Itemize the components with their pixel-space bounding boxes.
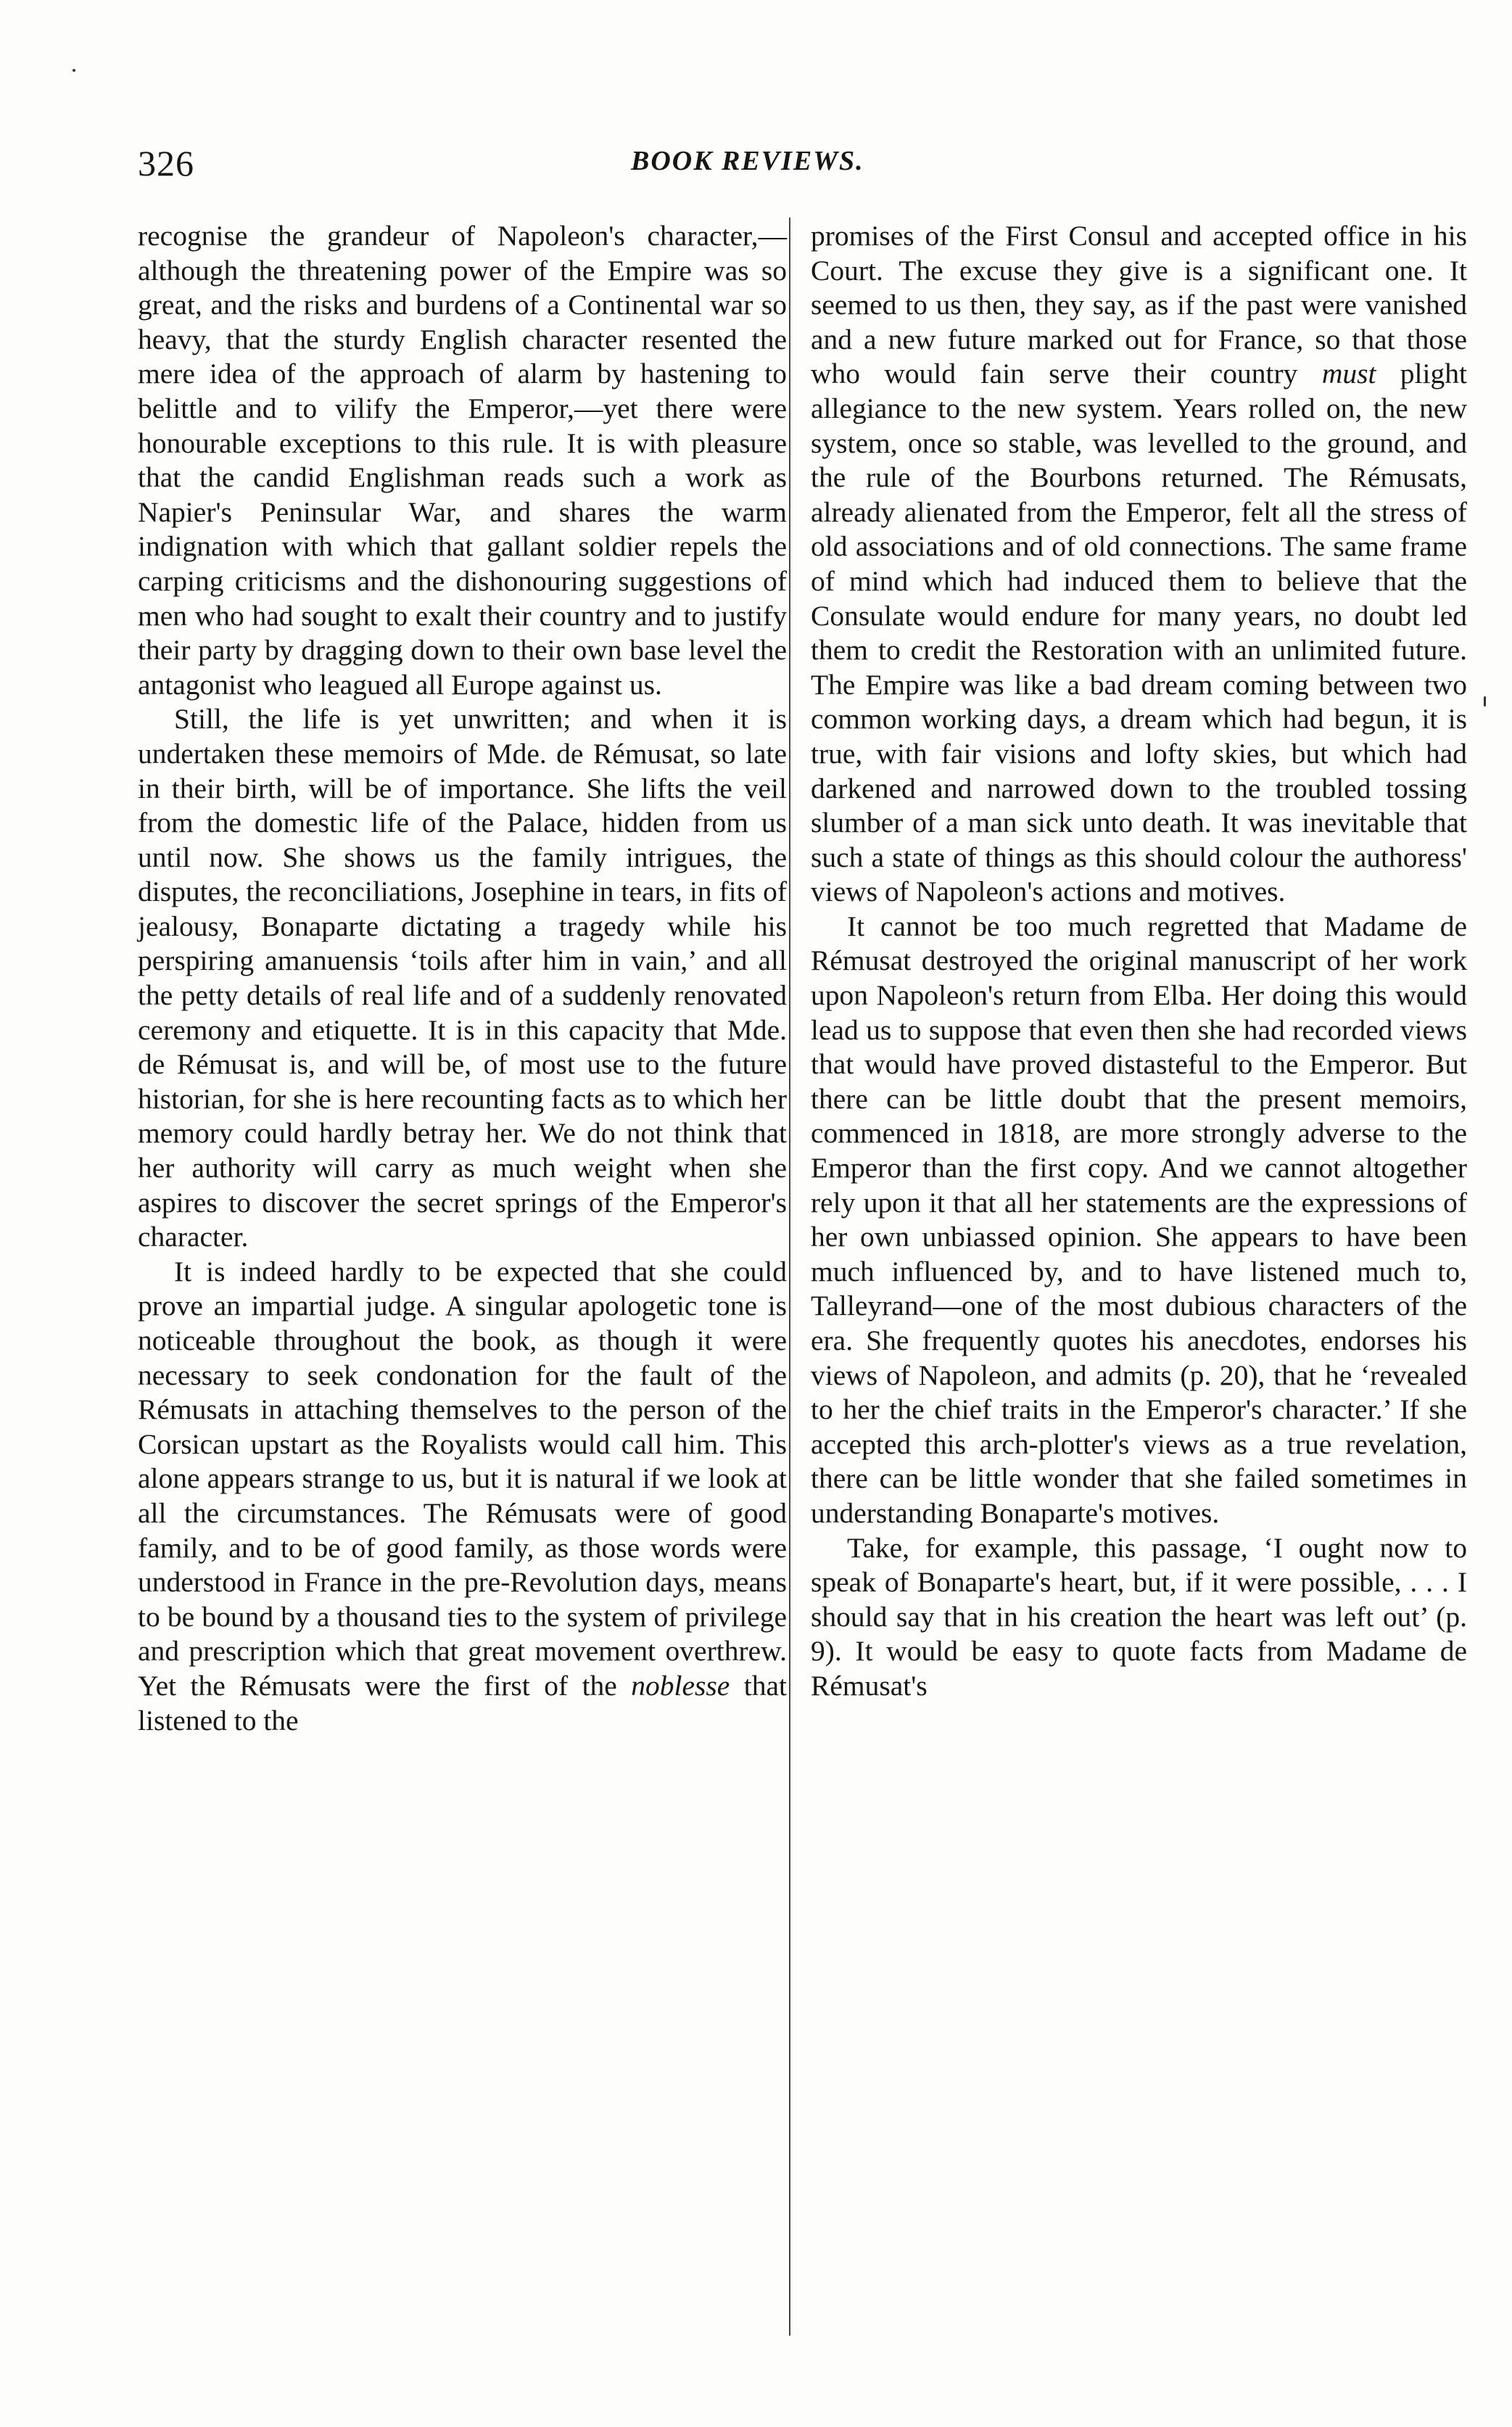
page-number: 326 bbox=[138, 143, 194, 184]
ink-speck bbox=[1484, 696, 1486, 706]
text-span: promises of the First Consul and accepted office in his Court. The excuse they give is a significant one. It seemed to us then, they say, as if the past were vanished and a new future marked out for France, so that those who would fain serve their country bbox=[811, 220, 1467, 390]
paragraph: recognise the grandeur of Napoleon's character,—although the threatening power of the Empire was so great, and the risks and burdens of a Continental war so heavy, that the sturdy English character resented the mere idea of the approach of alarm by hastening to belittle and to vilify the Emperor,—yet there were honourable exceptions to this rule. It is with pleasure that the candid Englishman reads such a work as Napier's Peninsular War, and shares the warm indignation with which that gallant soldier repels the carping criticisms and the dishonouring suggestions of men who had sought to exalt their country and to justify their party by dragging down to their own base level the antagonist who leagued all Europe against us. bbox=[138, 220, 787, 701]
italic-word: noblesse bbox=[631, 1669, 730, 1702]
paragraph bbox=[138, 1255, 787, 1738]
paragraph bbox=[811, 219, 1467, 910]
running-head: BOOK REVIEWS. bbox=[631, 146, 864, 176]
paragraph: It cannot be too much regretted that Madame de Rémusat destroyed the original manuscript of her work upon Napoleon's return from Elba. Her doing this would lead us to suppose that even then she had recorded views that would have proved distasteful to the Emperor. But there can be little doubt that the present memoirs, commenced in 1818, are more strongly adverse to the Emperor than the first copy. And we cannot altogether rely upon it that all her statements are the expressions of her own unbiassed opinion. She appears to have been much influenced by, and to have listened much to, Talleyrand—one of the most dubious characters of the era. She frequently quotes his anecdotes, endorses his views of Napoleon, and admits (p. 20), that he ‘revealed to her the chief traits in the Emperor's character.’ If she accepted this arch-plotter's views as a true revelation, there can be little wonder that she failed sometimes in understanding Bonaparte's motives. bbox=[811, 910, 1467, 1529]
paragraph: Still, the life is yet unwritten; and when it is undertaken these memoirs of Mde. de Rémusat, so late in their birth, will be of importance. She lifts the veil from the domestic life of the Palace, hidden from us until now. She shows us the family intrigues, the disputes, the reconciliations, Josephine in tears, in fits of jealousy, Bonaparte dictating a tragedy while his perspiring amanuensis ‘toils after him in vain,’ and all the petty details of real life and of a suddenly renovated ceremony and etiquette. It is in this capacity that Mde. de Rémusat is, and will be, of most use to the future historian, for she is here recounting facts as to which her memory could hardly betray her. We do not think that her authority will carry as much weight when she aspires to discover the secret springs of the Emperor's character. bbox=[138, 703, 787, 1253]
text-span: It is indeed hardly to be expected that she could prove an impartial judge. A singular apologetic tone is noticeable throughout the book, as though it were necessary to seek condonation for the fault of the Rémusats in attaching themselves to the person of the Corsican upstart as the Royalists would call him. This alone appears strange to us, but it is natural if we look at all the circumstances. The Rémusats were of good family, and to be of good family, as those words were understood in France in the pre-Revolution days, means to be bound by a thousand ties to the system of privilege and prescription which that great movement overthrew. Yet the Rémusats were the first of the bbox=[138, 1255, 787, 1702]
ink-speck bbox=[73, 69, 75, 72]
paragraph: Take, for example, this passage, ‘I ought now to speak of Bonaparte's heart, but, if it were possible, . . . I should say that in his creation the heart was left out’ (p. 9). It would be easy to quote facts from Madame de Rémusat's bbox=[811, 1531, 1467, 1702]
text-span: plight allegiance to the new system. Years rolled on, the new system, once so stable, was levelled to the ground, and the rule of the Bourbons returned. The Rémusats, already alienated from the Emperor, felt all the stress of old associations and of old connections. The same frame of mind which had induced them to believe that the Consulate would endure for many years, no doubt led them to credit the Restoration with an unlimited future. The Empire was like a bad dream coming between two common working days, a dream which had begun, it is true, with fair visions and lofty skies, but which had darkened and narrowed down to the troubled tossing slumber of a man sick unto death. It was inevitable that such a state of things as this should colour the authoress' views of Napoleon's actions and motives. bbox=[811, 358, 1467, 908]
right-column bbox=[811, 219, 1467, 1704]
italic-word: must bbox=[1321, 358, 1376, 390]
left-column bbox=[138, 219, 787, 1738]
page-header bbox=[138, 142, 1512, 193]
column-divider bbox=[789, 218, 790, 2336]
text-span: that listened to the bbox=[138, 1669, 788, 1736]
